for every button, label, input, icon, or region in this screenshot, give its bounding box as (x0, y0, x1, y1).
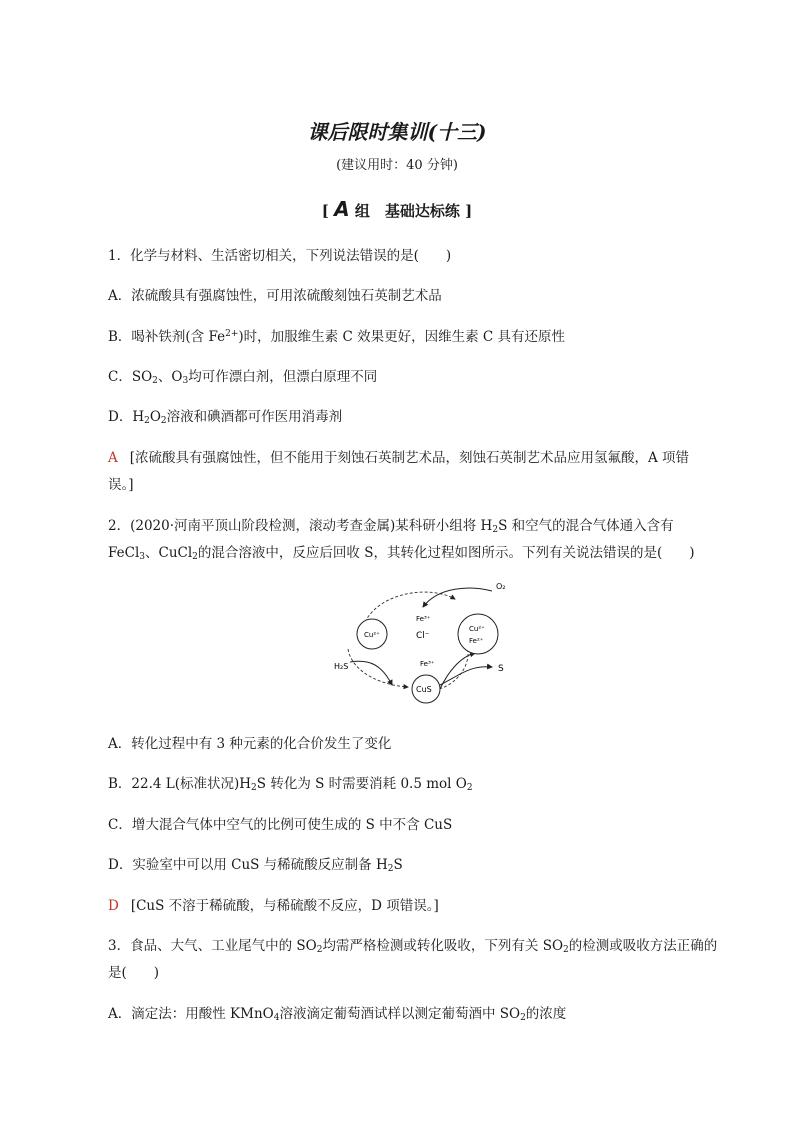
conversion-diagram (320, 577, 520, 707)
label-fe3-top: Fe³⁺ (416, 615, 431, 623)
q1-stem: 1．化学与材料、生活密切相关，下列说法错误的是( ) (108, 248, 452, 264)
label-fe3-mid: Fe³⁺ (420, 660, 435, 668)
label-s: S (498, 664, 504, 674)
group-letter: A (334, 197, 350, 221)
q1-option-d: D．$H_2O_2$溶液和碘酒都可作医用消毒剂 (108, 409, 343, 426)
arrow-cu-to-fe-top (365, 592, 455, 622)
q1-option-c: C．$SO_2$、$O_3$均可作漂白剂，但漂白原理不同 (108, 369, 378, 386)
q2-option-b: B．22.4 L(标准状况)$H_2S$ 转化为 S 时需要消耗 0.5 mol $O_2$ (108, 776, 473, 793)
q1-answer: A (108, 450, 118, 466)
group-bracket-open: [ (321, 202, 329, 220)
page-title: 课后限时集训(十三) (307, 120, 487, 144)
q2-option-c: C．增大混合气体中空气的比例可使生成的 S 中不含 CuS (108, 817, 453, 833)
label-cu-right: Cu²⁺ (469, 625, 485, 633)
q2-option-a: A．转化过程中有 3 种元素的化合价发生了变化 (108, 736, 392, 752)
label-o2: O₂ (496, 582, 506, 591)
suggested-time: (建议用时：40 分钟) (336, 158, 458, 173)
label-cl: Cl⁻ (416, 631, 430, 641)
q2-stem-line2: FeCl$_3$、CuCl$_2$的混合溶液中，反应后回收 S，其转化过程如图所示。下列有关说法错误的是( ) (108, 545, 695, 562)
q2-answer-explanation: D [CuS 不溶于稀硫酸，与稀硫酸不反应，D 项错误。] (108, 898, 439, 914)
arrow-o2-in (423, 588, 492, 607)
arrow-h2s-in (350, 661, 392, 685)
arrow-fe3-to-fe2 (440, 653, 475, 689)
q1-option-b: B．喝补铁剂(含 $Fe^{2+}$)时，加服维生素 C 效果更好，因维生素 C 具有还原性 (108, 329, 565, 345)
arrow-cu-to-cus (348, 649, 408, 687)
cu-fe-circle-right (458, 614, 498, 654)
q2-answer: D (108, 898, 119, 914)
label-h2s: H₂S (334, 662, 349, 671)
q3-option-a: A．滴定法：用酸性 KMnO$_4$溶液滴定葡萄酒试样以测定葡萄酒中 $SO_2$的浓度 (108, 1006, 567, 1023)
q1-answer-explanation: A [浓硫酸具有强腐蚀性，但不能用于刻蚀石英制艺术品，刻蚀石英制艺术品应用氢氟酸，A 项错 (108, 450, 690, 466)
group-text: 组 基础达标练 (354, 202, 460, 220)
q2-option-d: D．实验室中可以用 CuS 与稀硫酸反应制备 $H_2S$ (108, 857, 403, 874)
q1-explanation-cont: 误。] (108, 477, 134, 493)
q1-option-a: A．浓硫酸具有强腐蚀性，可用浓硫酸刻蚀石英制艺术品 (108, 288, 442, 304)
label-cu-left: Cu²⁺ (364, 631, 380, 639)
group-heading (0, 197, 794, 221)
label-cus: CuS (416, 685, 432, 694)
q3-stem-line2: 是( ) (108, 965, 160, 981)
q3-stem-line1: 3．食品、大气、工业尾气中的 $SO_2$均需严格检测或转化吸收，下列有关 $SO_2$的检测或吸收方法正确的 (108, 938, 718, 955)
group-bracket-close: ] (465, 202, 473, 220)
label-fe2: Fe²⁺ (469, 637, 484, 645)
q2-stem-line1: 2．(2020·河南平顶山阶段检测，滚动考查金属)某科研小组将 $H_2S$ 和空气的混合气体通入含有 (108, 518, 674, 535)
